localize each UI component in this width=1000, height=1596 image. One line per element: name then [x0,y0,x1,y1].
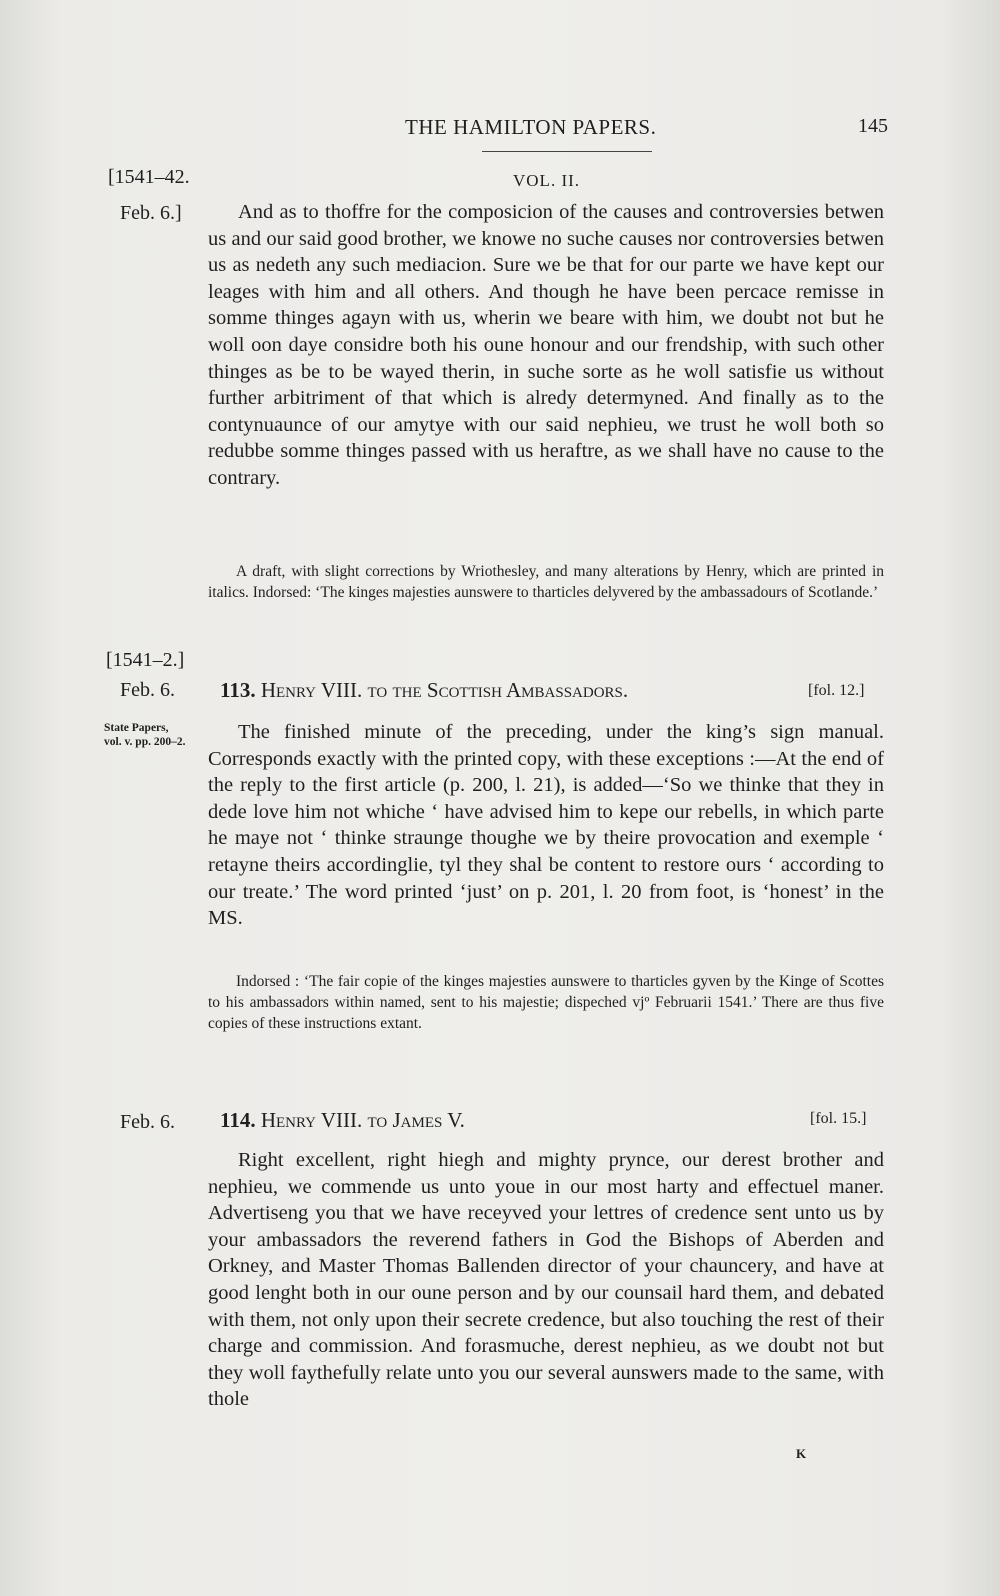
entry-113-year: [1541–2.] [106,649,185,671]
entry-113-heading [220,678,628,703]
entry-114-text: Right excellent, right hiegh and mighty prynce, our derest brother and nephieu, we commende us unto youe in our most harty and effectuel maner. Advertiseng you that we have receyved your lettres of credence sent unto us by your ambassadors the reverend fathers in God the Bishops of Aberden and Orkney, and Master Thomas Ballenden director of your chauncery, and have at good lenght both in our oune person and by our counsail hard them, and debated with them, not only upon their secrete credence, but also touching the rest of their charge and commission. And forasmuche, derest nephieu, as we doubt not but they woll faythefully relate unto you our several aunswers made to the same, with thole [208,1149,884,1411]
signature-mark: K [796,1446,807,1461]
entry-prev-text: And as to thoffre for the composicion of the causes and controversies betwen us and our said good brother, we knowe no suche causes nor controversies betwen us as nedeth any such mediacion. Sure we be that for our parte we have kept our leages with him and all others. And though he have been percace remisse in somme thinges agayn with us, wherin we beare with him, we doubt not but he woll oon daye considre both his oune honour and our frendship, with such other thinges as be to be wayed therin, in suche sorte as he woll satisfie us without further arbitriment of that which is alredy determyned. And finally as to the contynuaunce of our amytye with our said nephieu, we trust he woll both so redubbe somme thinges passed with us heraftre, as we shall have no cause to the contrary. [208,201,884,489]
entry-113-date: Feb. 6. [120,679,175,701]
top-margin-date: [1541–42. [108,166,190,188]
entry-113-number: 113. [220,678,256,702]
entry-113-folio: [fol. 12.] [808,682,865,699]
header-rule [482,151,652,152]
entry-prev-note [208,561,884,603]
entry-prev-date: Feb. 6.] [120,202,182,224]
page-number: 145 [858,115,888,137]
entry-114-folio: [fol. 15.] [810,1110,867,1127]
entry-113-note [208,971,884,1034]
margin-note-line2: vol. v. pp. 200–2. [104,736,186,748]
entry-prev-note-text: A draft, with slight corrections by Wriothesley, and many alterations by Henry, which are printed in italics. Indorsed: ‘The kinges majesties aunswere to tharticles delyvered by the ambassadours of Scotlande.’ [208,563,884,601]
entry-113-body [208,719,884,932]
margin-note-line1: State Papers, [104,722,169,734]
running-title: THE HAMILTON PAPERS. [405,115,657,139]
entry-114-body [208,1147,884,1413]
entry-113-note-text: Indorsed : ‘The fair copie of the kinges majesties aunswere to tharticles gyven by the Kinge of Scottes to his ambassadors within named, sent to his majestie; dispeched vjº Februarii 1541.’ There are thus five copies of these instructions extant. [208,973,884,1032]
entry-prev-body [208,199,884,492]
entry-114-date: Feb. 6. [120,1111,175,1133]
entry-114-number: 114. [220,1108,256,1132]
entry-114-title: Henry VIII. to James V. [260,1108,465,1132]
entry-113-text: The finished minute of the preceding, under the king’s sign manual. Corresponds exactly with the printed copy, with these exceptions :—At the end of the reply to the first article (p. 200, l. 21), is added—‘So we thinke that they in dede love him not whiche ‘ have advised him to kepe our rebells, in which parte he maye not ‘ thinke straunge thoughe we by theire provocation and exemple ‘ retayne theirs accordinglie, tyl they shal be content to restore ours ‘ according to our treate.’ The word printed ‘just’ on p. 201, l. 20 from foot, is ‘honest’ in the MS. [208,721,884,930]
volume-label: VOL. II. [513,171,581,190]
entry-113-title: Henry VIII. to the Scottish Ambassadors. [260,678,629,702]
entry-114-heading [220,1108,465,1133]
